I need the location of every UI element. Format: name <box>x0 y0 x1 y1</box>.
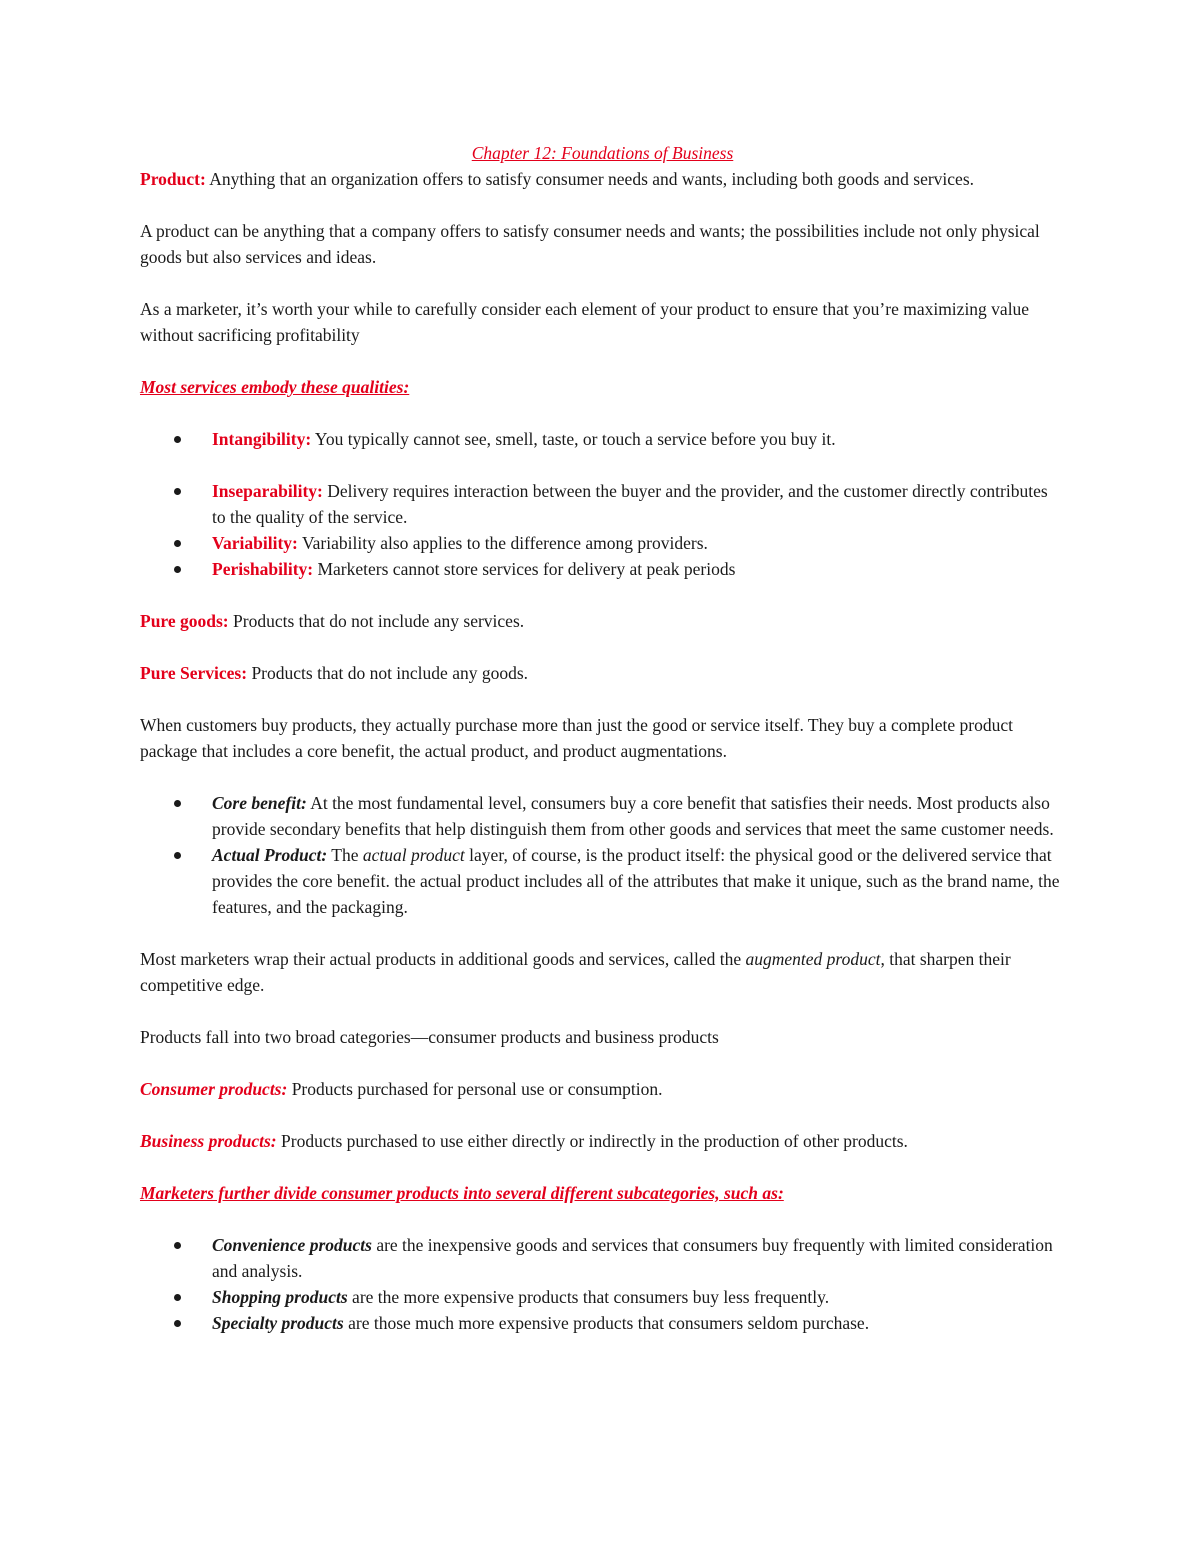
pure-services-text: Products that do not include any goods. <box>247 663 529 683</box>
list-item-text: Delivery requires interaction between the buyer and the provider, and the customer directly contributes to the quality of the service. <box>212 481 1048 527</box>
list-item <box>140 1310 1065 1336</box>
spacer <box>140 634 1065 660</box>
list-item-term: Actual Product: <box>212 845 328 865</box>
list-item-term: Shopping products <box>212 1287 348 1307</box>
augmented-text-pre: Most marketers wrap their actual products in additional goods and services, called the <box>140 949 746 969</box>
augmented-text-post: , that sharpen their competitive edge. <box>140 949 1011 995</box>
list-item-text: You typically cannot see, smell, taste, or touch a service before you buy it. <box>311 429 836 449</box>
business-products-text: Products purchased to use either directly or indirectly in the production of other products. <box>276 1131 908 1151</box>
product-levels-list <box>140 790 1065 920</box>
list-item-text: are those much more expensive products that consumers seldom purchase. <box>343 1313 870 1333</box>
product-definition-text: Anything that an organization offers to satisfy consumer needs and wants, including both goods and services. <box>205 169 975 189</box>
product-term: Product: <box>140 169 206 189</box>
consumer-products-text: Products purchased for personal use or consumption. <box>287 1079 663 1099</box>
services-heading: Most services embody these qualities: <box>140 377 410 397</box>
list-item-term: Inseparability: <box>212 481 323 501</box>
spacer <box>140 764 1065 790</box>
consumer-products-definition <box>140 1076 1065 1102</box>
subcategories-list <box>140 1232 1065 1336</box>
spacer <box>140 920 1065 946</box>
list-item-text: are the inexpensive goods and services that consumers buy frequently with limited consideration and analysis. <box>212 1235 1053 1281</box>
spacer <box>140 1206 1065 1232</box>
bullet-icon <box>174 1294 181 1301</box>
list-item-term: Variability: <box>212 533 298 553</box>
spacer <box>140 998 1065 1024</box>
paragraph-augmented <box>140 946 1065 998</box>
spacer <box>140 192 1065 218</box>
consumer-products-term: Consumer products: <box>140 1079 288 1099</box>
list-item <box>140 478 1065 530</box>
paragraph-categories: Products fall into two broad categories—consumer products and business products <box>140 1027 719 1047</box>
pure-goods-text: Products that do not include any services. <box>228 611 525 631</box>
list-item-term: Specialty products <box>212 1313 344 1333</box>
list-item-emphasis: actual product <box>362 845 465 865</box>
list-item <box>140 426 1065 452</box>
subcategories-heading: Marketers further divide consumer products into several different subcategories, such as: <box>140 1183 784 1203</box>
services-list-continued <box>140 478 1065 582</box>
spacer <box>140 348 1065 374</box>
spacer <box>140 1102 1065 1128</box>
list-item-text: Variability also applies to the difference among providers. <box>297 533 708 553</box>
chapter-title: Chapter 12: Foundations of Business <box>471 143 734 163</box>
list-item-text: At the most fundamental level, consumers buy a core benefit that satisfies their needs. Most products also provide secondary benefits that help distinguish them from other goods and services that meet the same customer needs. <box>212 793 1054 839</box>
list-item-text-post: layer, of course, is the product itself: the physical good or the delivered service that provides the core benefit. the actual product includes all of the attributes that make it unique, such as the brand name, the features, and the packaging. <box>212 845 1060 917</box>
list-item <box>140 1284 1065 1310</box>
product-definition <box>140 166 1065 192</box>
bullet-icon <box>174 1320 181 1327</box>
services-list <box>140 426 1065 452</box>
list-item <box>140 530 1065 556</box>
spacer <box>140 452 1065 478</box>
list-item-text: Marketers cannot store services for delivery at peak periods <box>313 559 736 579</box>
pure-services-definition <box>140 660 1065 686</box>
paragraph-marketer: As a marketer, it’s worth your while to carefully consider each element of your product to ensure that you’re maximizing value without sacrificing profitability <box>140 299 1030 345</box>
bullet-icon <box>174 488 181 495</box>
list-item <box>140 842 1065 920</box>
list-item <box>140 556 1065 582</box>
list-item-term: Core benefit: <box>212 793 307 813</box>
spacer <box>140 686 1065 712</box>
spacer <box>140 270 1065 296</box>
pure-goods-definition <box>140 608 1065 634</box>
bullet-icon <box>174 436 181 443</box>
pure-services-term: Pure Services: <box>140 663 248 683</box>
list-item-term: Convenience products <box>212 1235 372 1255</box>
paragraph-customers: When customers buy products, they actually purchase more than just the good or service itself. They buy a complete product package that includes a core benefit, the actual product, and product augmentations. <box>140 715 1013 761</box>
bullet-icon <box>174 800 181 807</box>
list-item-text: are the more expensive products that consumers buy less frequently. <box>347 1287 830 1307</box>
list-item <box>140 790 1065 842</box>
list-item-term: Intangibility: <box>212 429 312 449</box>
business-products-definition <box>140 1128 1065 1154</box>
paragraph-product: A product can be anything that a company offers to satisfy consumer needs and wants; the possibilities include not only physical goods but also services and ideas. <box>140 221 1040 267</box>
list-item <box>140 1232 1065 1284</box>
spacer <box>140 400 1065 426</box>
spacer <box>140 582 1065 608</box>
business-products-term: Business products: <box>140 1131 277 1151</box>
list-item-text-pre: The <box>327 845 363 865</box>
bullet-icon <box>174 566 181 573</box>
bullet-icon <box>174 1242 181 1249</box>
bullet-icon <box>174 852 181 859</box>
pure-goods-term: Pure goods: <box>140 611 229 631</box>
bullet-icon <box>174 540 181 547</box>
spacer <box>140 1154 1065 1180</box>
document-body <box>140 140 1065 1336</box>
augmented-emphasis: augmented product <box>745 949 881 969</box>
spacer <box>140 1050 1065 1076</box>
list-item-term: Perishability: <box>212 559 314 579</box>
